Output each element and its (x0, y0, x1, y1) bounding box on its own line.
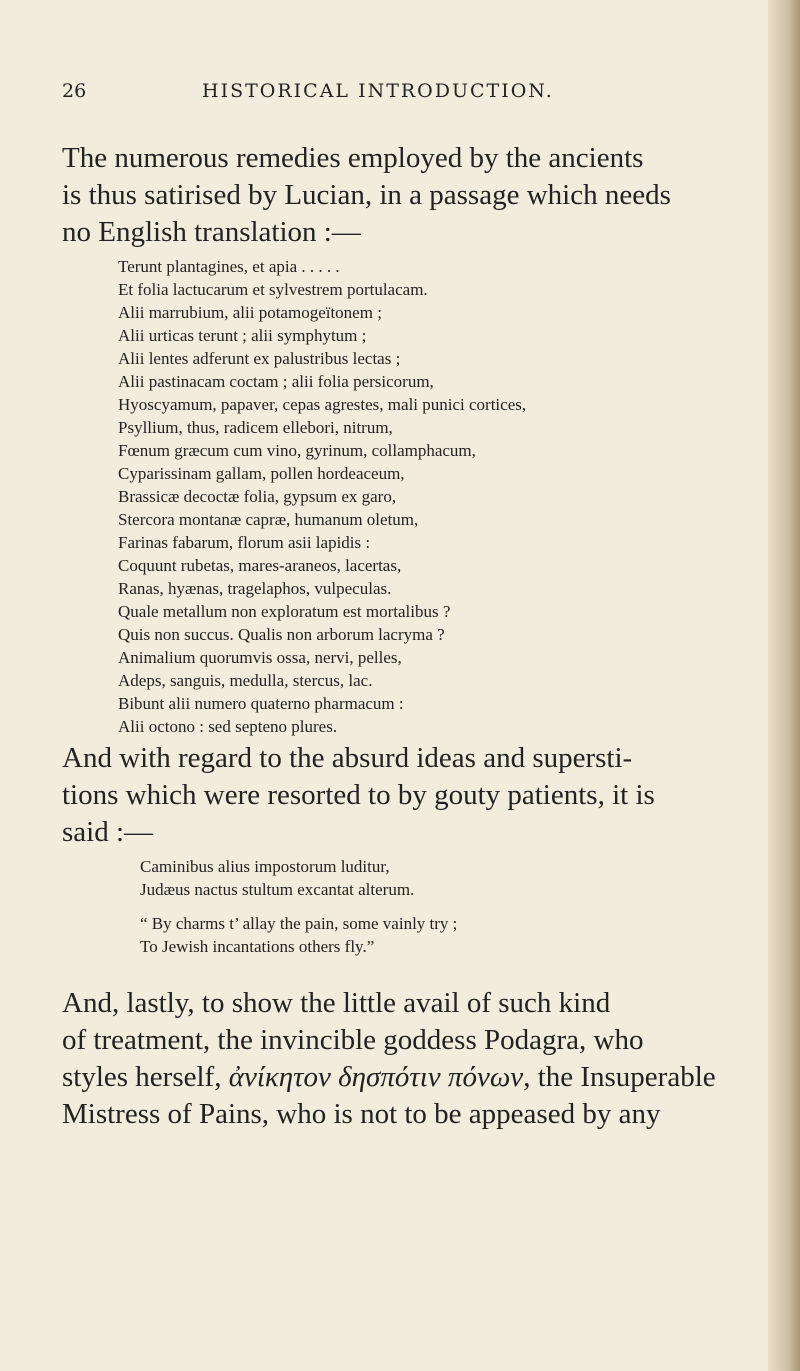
text-line: said :— (62, 816, 154, 848)
verse-line: Psyllium, thus, radicem ellebori, nitrum, (118, 418, 393, 437)
verse-line: Et folia lactucarum et sylvestrem portulacam. (118, 280, 428, 299)
verse-line: Cyparissinam gallam, pollen hordeaceum, (118, 464, 405, 483)
paragraph-2 (62, 740, 742, 851)
latin-verse-block (118, 255, 526, 738)
text-line: tions which were resorted to by gouty patients, it is (62, 779, 655, 811)
text-line: of treatment, the invincible goddess Podagra, who (62, 1024, 644, 1056)
verse-line: Caminibus alius impostorum luditur, (140, 857, 390, 876)
text-line: And, lastly, to show the little avail of such kind (62, 987, 611, 1019)
verse-line: To Jewish incantations others fly.” (140, 937, 375, 956)
text-line: The numerous remedies employed by the ancients (62, 142, 644, 174)
page-header (62, 80, 702, 110)
verse-line: Terunt plantagines, et apia . . . . . (118, 257, 340, 276)
verse-line: Quis non succus. Qualis non arborum lacryma ? (118, 625, 445, 644)
latin-couplet (140, 855, 414, 901)
page-edge (768, 0, 800, 1371)
paragraph-3 (62, 985, 742, 1133)
text-line: And with regard to the absurd ideas and supersti- (62, 742, 633, 774)
verse-line: Alii lentes adferunt ex palustribus lectas ; (118, 349, 401, 368)
english-couplet (140, 912, 457, 958)
page-number: 26 (62, 80, 87, 102)
verse-line: Hyoscyamum, papaver, cepas agrestes, mali punici cortices, (118, 395, 527, 414)
verse-line: Alii marrubium, alii potamogeïtonem ; (118, 303, 382, 322)
text-line: Mistress of Pains, who is not to be appeased by any (62, 1098, 661, 1130)
verse-line: Ranas, hyænas, tragelaphos, vulpeculas. (118, 579, 392, 598)
verse-line: Judæus nactus stultum excantat alterum. (140, 880, 415, 899)
verse-line: Animalium quorumvis ossa, nervi, pelles, (118, 648, 402, 667)
verse-line: Farinas fabarum, florum asii lapidis : (118, 533, 371, 552)
verse-line: Alii urticas terunt ; alii symphytum ; (118, 326, 367, 345)
running-head: HISTORICAL INTRODUCTION. (202, 80, 554, 102)
verse-line: Alii pastinacam coctam ; alii folia persicorum, (118, 372, 434, 391)
text-line: no English translation :— (62, 216, 361, 248)
text-line: is thus satirised by Lucian, in a passage which needs (62, 179, 671, 211)
text-line (62, 1059, 742, 1096)
verse-line: Quale metallum non exploratum est mortalibus ? (118, 602, 451, 621)
verse-line: Alii octono : sed septeno plures. (118, 717, 338, 736)
verse-line: Adeps, sanguis, medulla, stercus, lac. (118, 671, 373, 690)
verse-line: Coquunt rubetas, mares-araneos, lacertas, (118, 556, 402, 575)
greek-phrase: ἀνίκητον δησπότιν πόνων (228, 1061, 524, 1093)
verse-line: Brassicæ decoctæ folia, gypsum ex garo, (118, 487, 397, 506)
verse-line: “ By charms t’ allay the pain, some vainly try ; (140, 914, 458, 933)
paragraph-1 (62, 140, 742, 251)
text-segment: , the Insuperable (523, 1061, 716, 1093)
verse-line: Stercora montanæ capræ, humanum oletum, (118, 510, 419, 529)
verse-line: Bibunt alii numero quaterno pharmacum : (118, 694, 404, 713)
verse-line: Fœnum græcum cum vino, gyrinum, collamphacum, (118, 441, 476, 460)
text-segment: styles herself, (62, 1061, 229, 1093)
